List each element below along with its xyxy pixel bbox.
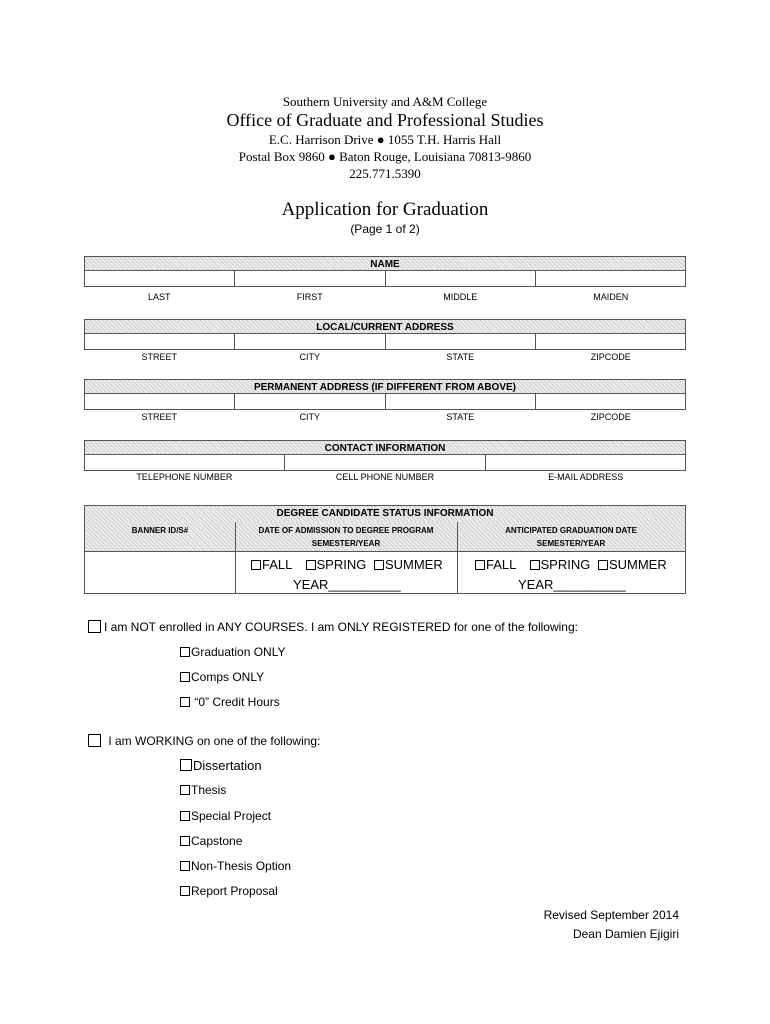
capstone-checkbox[interactable] [180, 836, 190, 846]
field-label: CITY [299, 412, 320, 422]
report-proposal-option [180, 884, 278, 898]
permanent-address-section-header: PERMANENT ADDRESS (IF DIFFERENT FROM ABOVE) [84, 379, 686, 394]
non-thesis-option [180, 859, 291, 873]
local-city-field[interactable] [235, 334, 385, 349]
contact-labels [84, 472, 686, 482]
field-label: CITY [299, 352, 320, 362]
field-label: STREET [141, 412, 177, 422]
graduation-semester-options [475, 557, 667, 572]
summer-checkbox[interactable] [598, 560, 608, 570]
capstone-option [180, 834, 242, 848]
option-label: “0” Credit Hours [191, 695, 280, 709]
option-label: Thesis [191, 783, 227, 797]
degree-status-table [84, 505, 686, 594]
zero-credit-checkbox[interactable] [180, 697, 190, 707]
field-label: ZIPCODE [590, 412, 631, 422]
name-fields-row [84, 271, 686, 287]
field-label: MAIDEN [593, 292, 629, 302]
option-label: Graduation ONLY [191, 645, 286, 659]
permanent-state-field[interactable] [386, 394, 536, 409]
graduation-only-checkbox[interactable] [180, 647, 190, 657]
option-label: Special Project [191, 809, 272, 823]
graduation-date-header [457, 522, 685, 552]
field-label: LAST [147, 292, 171, 302]
option-label: Capstone [191, 834, 243, 848]
option-label: Dissertation [193, 758, 262, 773]
college-name: Southern University and A&M College [282, 94, 488, 109]
field-label: CELL PHONE NUMBER [335, 472, 435, 482]
page-indicator: (Page 1 of 2) [350, 222, 420, 236]
thesis-checkbox[interactable] [180, 785, 190, 795]
postal-line: Postal Box 9860 ● Baton Rouge, Louisiana 70813-9860 [238, 149, 532, 164]
banner-id-label: BANNER ID/S# [131, 526, 189, 535]
graduation-label: ANTICIPATED GRADUATION DATE [505, 526, 637, 535]
cell-phone-field[interactable] [285, 455, 485, 470]
not-enrolled-checkbox[interactable] [88, 620, 101, 633]
working-label: I am WORKING on one of the following: [105, 734, 321, 748]
fall-label: FALL [262, 557, 292, 572]
spring-label: SPRING [316, 557, 367, 572]
fall-checkbox[interactable] [475, 560, 485, 570]
graduation-only-option [180, 645, 286, 659]
permanent-address-labels [84, 412, 686, 422]
field-label: MIDDLE [443, 292, 478, 302]
option-label: Report Proposal [191, 884, 278, 898]
email-field[interactable] [486, 455, 685, 470]
permanent-address-fields-row [84, 394, 686, 410]
local-state-field[interactable] [386, 334, 536, 349]
field-label: TELEPHONE NUMBER [136, 472, 233, 482]
admission-sublabel: SEMESTER/YEAR [311, 539, 381, 548]
option-label: Non-Thesis Option [191, 859, 292, 873]
permanent-city-field[interactable] [235, 394, 385, 409]
summer-label: SUMMER [384, 557, 443, 572]
middle-name-field[interactable] [386, 271, 536, 286]
option-label: Comps ONLY [191, 670, 265, 684]
local-address-labels [84, 352, 686, 362]
contact-fields-row [84, 455, 686, 471]
field-label: STREET [141, 352, 177, 362]
name-section-header: NAME [84, 256, 686, 271]
admission-date-header [235, 522, 457, 552]
dissertation-checkbox[interactable] [180, 759, 192, 771]
special-project-option [180, 809, 271, 823]
divider [235, 522, 236, 593]
address-line: E.C. Harrison Drive ● 1055 T.H. Harris Hall [268, 132, 502, 147]
office-name: Office of Graduate and Professional Studies [226, 110, 544, 130]
field-label: STATE [446, 412, 475, 422]
revision-note: Revised September 2014 [543, 908, 679, 922]
banner-id-header [85, 522, 235, 552]
field-label: FIRST [296, 292, 323, 302]
thesis-option [180, 783, 226, 797]
permanent-zipcode-field[interactable] [536, 394, 685, 409]
zero-credit-option [180, 695, 280, 709]
last-name-field[interactable] [85, 271, 235, 286]
not-enrolled-statement [88, 620, 578, 634]
non-thesis-checkbox[interactable] [180, 861, 190, 871]
local-street-field[interactable] [85, 334, 235, 349]
graduation-year-field[interactable]: YEAR__________ [518, 577, 626, 592]
dissertation-option [180, 758, 262, 773]
name-field-labels [84, 292, 686, 302]
graduation-sublabel: SEMESTER/YEAR [536, 539, 606, 548]
not-enrolled-label: I am NOT enrolled in ANY COURSES. I am ONLY REGISTERED for one of the following: [104, 620, 578, 634]
dean-name: Dean Damien Ejigiri [572, 927, 679, 941]
local-address-fields-row [84, 334, 686, 350]
permanent-street-field[interactable] [85, 394, 235, 409]
summer-checkbox[interactable] [374, 560, 384, 570]
form-title: Application for Graduation [281, 199, 489, 220]
special-project-checkbox[interactable] [180, 811, 190, 821]
maiden-name-field[interactable] [536, 271, 685, 286]
spring-checkbox[interactable] [306, 560, 316, 570]
divider [457, 522, 458, 593]
field-label: ZIPCODE [590, 352, 631, 362]
admission-label: DATE OF ADMISSION TO DEGREE PROGRAM [258, 526, 434, 535]
fall-checkbox[interactable] [251, 560, 261, 570]
fall-label: FALL [486, 557, 516, 572]
comps-only-option [180, 670, 264, 684]
summer-label: SUMMER [608, 557, 667, 572]
working-statement [88, 734, 320, 748]
first-name-field[interactable] [235, 271, 385, 286]
phone-line: 225.771.5390 [349, 166, 421, 181]
comps-only-checkbox[interactable] [180, 672, 190, 682]
field-label: STATE [446, 352, 475, 362]
telephone-field[interactable] [85, 455, 285, 470]
working-checkbox[interactable] [88, 734, 101, 747]
report-proposal-checkbox[interactable] [180, 886, 190, 896]
banner-id-field[interactable] [85, 552, 235, 593]
local-address-section-header: LOCAL/CURRENT ADDRESS [84, 319, 686, 334]
contact-section-header: CONTACT INFORMATION [84, 440, 686, 455]
local-zipcode-field[interactable] [536, 334, 685, 349]
degree-section-header: DEGREE CANDIDATE STATUS INFORMATION [85, 506, 685, 523]
admission-year-field[interactable]: YEAR__________ [293, 577, 401, 592]
field-label: E-MAIL ADDRESS [548, 472, 624, 482]
spring-checkbox[interactable] [530, 560, 540, 570]
admission-semester-options [251, 557, 443, 572]
spring-label: SPRING [540, 557, 591, 572]
